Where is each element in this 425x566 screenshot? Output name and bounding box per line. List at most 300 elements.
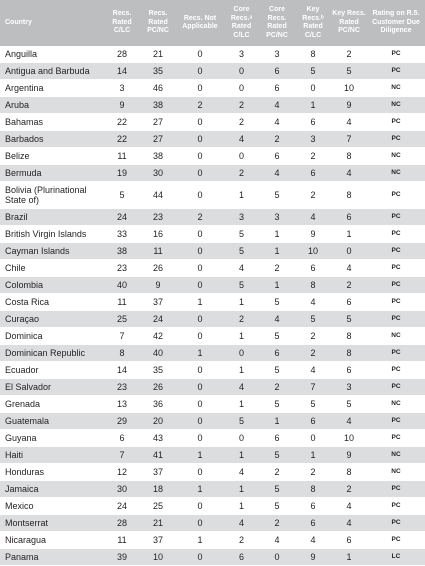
core-recs-rated-c-lc-cell: 2: [224, 532, 259, 549]
recs-rated-pc-nc-cell: 43: [140, 430, 176, 447]
header-key-recs-rated-c-lc: Key Recs.ᵇ Rated C/LC: [295, 0, 331, 46]
core-recs-rated-pc-nc-cell: 4: [259, 97, 295, 114]
rating-cell: PC: [367, 46, 425, 63]
country-cell: Jamaica: [0, 481, 104, 498]
key-recs-rated-c-lc-cell: 2: [295, 464, 331, 481]
country-cell: Aruba: [0, 97, 104, 114]
rating-cell: PC: [367, 498, 425, 515]
table-row: [0, 345, 425, 362]
key-recs-rated-c-lc-cell: 8: [295, 277, 331, 294]
recs-rated-c-lc-cell: 11: [104, 148, 140, 165]
table-row: [0, 277, 425, 294]
key-recs-rated-pc-nc-cell: 4: [331, 114, 367, 131]
table-row: [0, 131, 425, 148]
recs-rated-pc-nc-cell: 38: [140, 148, 176, 165]
recs-rated-pc-nc-cell: 26: [140, 379, 176, 396]
core-recs-rated-pc-nc-cell: 2: [259, 260, 295, 277]
rating-cell: PC: [367, 209, 425, 226]
rating-cell: PC: [367, 226, 425, 243]
country-cell: Dominica: [0, 328, 104, 345]
header-country: Country: [0, 0, 104, 46]
country-cell: Chile: [0, 260, 104, 277]
recs-rated-c-lc-cell: 3: [104, 80, 140, 97]
rating-cell: NC: [367, 396, 425, 413]
recs-not-applicable-cell: 1: [176, 294, 224, 311]
core-recs-rated-c-lc-cell: 1: [224, 447, 259, 464]
recs-rated-c-lc-cell: 11: [104, 294, 140, 311]
header-core-recs-rated-c-lc: Core Recs.ᵃ Rated C/LC: [224, 0, 259, 46]
core-recs-rated-pc-nc-cell: 5: [259, 396, 295, 413]
core-recs-rated-pc-nc-cell: 4: [259, 532, 295, 549]
recs-rated-pc-nc-cell: 35: [140, 362, 176, 379]
core-recs-rated-c-lc-cell: 1: [224, 182, 259, 209]
recs-rated-c-lc-cell: 23: [104, 379, 140, 396]
key-recs-rated-c-lc-cell: 2: [295, 148, 331, 165]
table-row: [0, 498, 425, 515]
recs-not-applicable-cell: 0: [176, 165, 224, 182]
key-recs-rated-c-lc-cell: 1: [295, 97, 331, 114]
core-recs-rated-pc-nc-cell: 5: [259, 182, 295, 209]
core-recs-rated-pc-nc-cell: 3: [259, 209, 295, 226]
recs-not-applicable-cell: 0: [176, 260, 224, 277]
table-row: [0, 226, 425, 243]
key-recs-rated-c-lc-cell: 6: [295, 260, 331, 277]
rating-cell: PC: [367, 114, 425, 131]
recs-rated-c-lc-cell: 38: [104, 243, 140, 260]
rating-cell: NC: [367, 447, 425, 464]
recs-rated-c-lc-cell: 30: [104, 481, 140, 498]
core-recs-rated-c-lc-cell: 2: [224, 311, 259, 328]
recs-rated-pc-nc-cell: 46: [140, 80, 176, 97]
key-recs-rated-c-lc-cell: 2: [295, 182, 331, 209]
recs-rated-c-lc-cell: 28: [104, 515, 140, 532]
core-recs-rated-pc-nc-cell: 2: [259, 515, 295, 532]
recs-rated-pc-nc-cell: 16: [140, 226, 176, 243]
country-cell: Brazil: [0, 209, 104, 226]
rating-cell: NC: [367, 80, 425, 97]
country-cell: Nicaragua: [0, 532, 104, 549]
recs-rated-c-lc-cell: 40: [104, 277, 140, 294]
country-cell: Bermuda: [0, 165, 104, 182]
core-recs-rated-pc-nc-cell: 3: [259, 46, 295, 63]
recs-not-applicable-cell: 0: [176, 226, 224, 243]
country-cell: Panama: [0, 549, 104, 566]
recs-rated-pc-nc-cell: 25: [140, 498, 176, 515]
recs-rated-pc-nc-cell: 37: [140, 294, 176, 311]
header-row: [0, 0, 425, 46]
recs-rated-pc-nc-cell: 9: [140, 277, 176, 294]
recs-not-applicable-cell: 2: [176, 97, 224, 114]
recs-not-applicable-cell: 0: [176, 549, 224, 566]
key-recs-rated-c-lc-cell: 6: [295, 413, 331, 430]
recs-rated-c-lc-cell: 22: [104, 114, 140, 131]
core-recs-rated-pc-nc-cell: 5: [259, 481, 295, 498]
recs-rated-c-lc-cell: 7: [104, 328, 140, 345]
key-recs-rated-c-lc-cell: 2: [295, 345, 331, 362]
country-cell: British Virgin Islands: [0, 226, 104, 243]
rating-cell: PC: [367, 481, 425, 498]
key-recs-rated-pc-nc-cell: 5: [331, 396, 367, 413]
table-header: [0, 0, 425, 46]
core-recs-rated-pc-nc-cell: 1: [259, 226, 295, 243]
recs-rated-pc-nc-cell: 30: [140, 165, 176, 182]
core-recs-rated-pc-nc-cell: 5: [259, 447, 295, 464]
core-recs-rated-c-lc-cell: 2: [224, 165, 259, 182]
core-recs-rated-pc-nc-cell: 6: [259, 63, 295, 80]
recs-not-applicable-cell: 0: [176, 243, 224, 260]
table-row: [0, 464, 425, 481]
recs-not-applicable-cell: 0: [176, 498, 224, 515]
recs-rated-pc-nc-cell: 26: [140, 260, 176, 277]
key-recs-rated-pc-nc-cell: 2: [331, 481, 367, 498]
core-recs-rated-c-lc-cell: 4: [224, 131, 259, 148]
core-recs-rated-c-lc-cell: 5: [224, 413, 259, 430]
rating-cell: PC: [367, 515, 425, 532]
recs-not-applicable-cell: 0: [176, 328, 224, 345]
table-row: [0, 260, 425, 277]
recs-rated-pc-nc-cell: 35: [140, 63, 176, 80]
core-recs-rated-pc-nc-cell: 4: [259, 311, 295, 328]
recs-rated-pc-nc-cell: 24: [140, 311, 176, 328]
rating-cell: PC: [367, 532, 425, 549]
table-row: [0, 549, 425, 566]
key-recs-rated-pc-nc-cell: 2: [331, 277, 367, 294]
recs-not-applicable-cell: 0: [176, 277, 224, 294]
key-recs-rated-pc-nc-cell: 9: [331, 97, 367, 114]
rating-cell: PC: [367, 413, 425, 430]
recs-rated-c-lc-cell: 6: [104, 430, 140, 447]
key-recs-rated-c-lc-cell: 6: [295, 498, 331, 515]
core-recs-rated-c-lc-cell: 2: [224, 97, 259, 114]
key-recs-rated-c-lc-cell: 5: [295, 311, 331, 328]
key-recs-rated-c-lc-cell: 4: [295, 362, 331, 379]
key-recs-rated-pc-nc-cell: 6: [331, 294, 367, 311]
recs-rated-pc-nc-cell: 23: [140, 209, 176, 226]
recs-rated-c-lc-cell: 25: [104, 311, 140, 328]
rating-cell: LC: [367, 549, 425, 566]
country-cell: Ecuador: [0, 362, 104, 379]
table-row: [0, 328, 425, 345]
core-recs-rated-c-lc-cell: 5: [224, 277, 259, 294]
recs-rated-pc-nc-cell: 37: [140, 464, 176, 481]
rating-cell: PC: [367, 430, 425, 447]
recs-rated-pc-nc-cell: 20: [140, 413, 176, 430]
key-recs-rated-pc-nc-cell: 4: [331, 498, 367, 515]
key-recs-rated-c-lc-cell: 4: [295, 294, 331, 311]
country-cell: Guatemala: [0, 413, 104, 430]
key-recs-rated-c-lc-cell: 5: [295, 396, 331, 413]
recs-rated-c-lc-cell: 23: [104, 260, 140, 277]
core-recs-rated-c-lc-cell: 0: [224, 63, 259, 80]
table-row: [0, 148, 425, 165]
rating-cell: PC: [367, 379, 425, 396]
key-recs-rated-c-lc-cell: 5: [295, 63, 331, 80]
country-cell: Bahamas: [0, 114, 104, 131]
core-recs-rated-c-lc-cell: 5: [224, 243, 259, 260]
key-recs-rated-c-lc-cell: 0: [295, 80, 331, 97]
rating-cell: NC: [367, 464, 425, 481]
key-recs-rated-pc-nc-cell: 3: [331, 379, 367, 396]
country-cell: Guyana: [0, 430, 104, 447]
key-recs-rated-pc-nc-cell: 8: [331, 148, 367, 165]
recs-rated-pc-nc-cell: 27: [140, 114, 176, 131]
table-row: [0, 396, 425, 413]
core-recs-rated-pc-nc-cell: 6: [259, 80, 295, 97]
core-recs-rated-c-lc-cell: 2: [224, 114, 259, 131]
core-recs-rated-pc-nc-cell: 5: [259, 362, 295, 379]
recs-not-applicable-cell: 0: [176, 464, 224, 481]
country-cell: Montserrat: [0, 515, 104, 532]
core-recs-rated-pc-nc-cell: 6: [259, 345, 295, 362]
key-recs-rated-pc-nc-cell: 8: [331, 182, 367, 209]
key-recs-rated-pc-nc-cell: 4: [331, 413, 367, 430]
header-recs-not-applicable: Recs. Not Applicable: [176, 0, 224, 46]
table-row: [0, 80, 425, 97]
recs-rated-c-lc-cell: 24: [104, 209, 140, 226]
rating-cell: PC: [367, 63, 425, 80]
key-recs-rated-pc-nc-cell: 2: [331, 46, 367, 63]
table-row: [0, 413, 425, 430]
table-row: [0, 165, 425, 182]
country-cell: Antigua and Barbuda: [0, 63, 104, 80]
header-recs-rated-pc-nc: Recs. Rated PC/NC: [140, 0, 176, 46]
core-recs-rated-pc-nc-cell: 2: [259, 131, 295, 148]
country-cell: Honduras: [0, 464, 104, 481]
recs-rated-c-lc-cell: 12: [104, 464, 140, 481]
core-recs-rated-c-lc-cell: 1: [224, 481, 259, 498]
key-recs-rated-c-lc-cell: 3: [295, 131, 331, 148]
core-recs-rated-pc-nc-cell: 4: [259, 165, 295, 182]
core-recs-rated-pc-nc-cell: 0: [259, 549, 295, 566]
recs-not-applicable-cell: 0: [176, 63, 224, 80]
recs-rated-pc-nc-cell: 42: [140, 328, 176, 345]
recs-not-applicable-cell: 0: [176, 430, 224, 447]
core-recs-rated-c-lc-cell: 1: [224, 498, 259, 515]
country-cell: Haiti: [0, 447, 104, 464]
key-recs-rated-c-lc-cell: 4: [295, 209, 331, 226]
key-recs-rated-c-lc-cell: 9: [295, 226, 331, 243]
country-cell: Costa Rica: [0, 294, 104, 311]
key-recs-rated-pc-nc-cell: 4: [331, 165, 367, 182]
rating-cell: PC: [367, 243, 425, 260]
core-recs-rated-pc-nc-cell: 1: [259, 277, 295, 294]
table-row: [0, 447, 425, 464]
country-cell: Grenada: [0, 396, 104, 413]
country-cell: Bolivia (Plurinational State of): [0, 182, 104, 209]
recs-rated-c-lc-cell: 33: [104, 226, 140, 243]
recs-rated-pc-nc-cell: 27: [140, 131, 176, 148]
key-recs-rated-c-lc-cell: 4: [295, 532, 331, 549]
core-recs-rated-c-lc-cell: 0: [224, 430, 259, 447]
core-recs-rated-c-lc-cell: 6: [224, 549, 259, 566]
header-key-recs-rated-pc-nc: Key Recs. Rated PC/NC: [331, 0, 367, 46]
key-recs-rated-pc-nc-cell: 1: [331, 549, 367, 566]
table-row: [0, 430, 425, 447]
country-cell: Mexico: [0, 498, 104, 515]
rating-cell: PC: [367, 311, 425, 328]
country-cell: Colombia: [0, 277, 104, 294]
recs-rated-pc-nc-cell: 10: [140, 549, 176, 566]
recs-not-applicable-cell: 0: [176, 413, 224, 430]
key-recs-rated-pc-nc-cell: 1: [331, 226, 367, 243]
key-recs-rated-pc-nc-cell: 5: [331, 311, 367, 328]
country-cell: Belize: [0, 148, 104, 165]
recs-not-applicable-cell: 1: [176, 345, 224, 362]
recs-rated-c-lc-cell: 29: [104, 413, 140, 430]
core-recs-rated-pc-nc-cell: 6: [259, 148, 295, 165]
key-recs-rated-c-lc-cell: 0: [295, 430, 331, 447]
rating-cell: NC: [367, 165, 425, 182]
country-cell: Barbados: [0, 131, 104, 148]
country-cell: El Salvador: [0, 379, 104, 396]
core-recs-rated-pc-nc-cell: 5: [259, 498, 295, 515]
key-recs-rated-pc-nc-cell: 0: [331, 243, 367, 260]
recs-not-applicable-cell: 0: [176, 379, 224, 396]
core-recs-rated-c-lc-cell: 3: [224, 46, 259, 63]
table-row: [0, 532, 425, 549]
core-recs-rated-pc-nc-cell: 1: [259, 413, 295, 430]
recs-not-applicable-cell: 1: [176, 481, 224, 498]
rating-cell: PC: [367, 277, 425, 294]
recs-rated-pc-nc-cell: 41: [140, 447, 176, 464]
country-cell: Curaçao: [0, 311, 104, 328]
table-row: [0, 481, 425, 498]
key-recs-rated-pc-nc-cell: 5: [331, 63, 367, 80]
key-recs-rated-c-lc-cell: 2: [295, 328, 331, 345]
key-recs-rated-pc-nc-cell: 6: [331, 362, 367, 379]
recs-rated-c-lc-cell: 9: [104, 97, 140, 114]
recs-rated-c-lc-cell: 14: [104, 63, 140, 80]
recs-rated-pc-nc-cell: 18: [140, 481, 176, 498]
recs-rated-c-lc-cell: 7: [104, 447, 140, 464]
rating-cell: PC: [367, 294, 425, 311]
recs-rated-pc-nc-cell: 37: [140, 532, 176, 549]
key-recs-rated-c-lc-cell: 8: [295, 46, 331, 63]
key-recs-rated-c-lc-cell: 6: [295, 114, 331, 131]
core-recs-rated-c-lc-cell: 1: [224, 294, 259, 311]
recs-rated-c-lc-cell: 19: [104, 165, 140, 182]
core-recs-rated-pc-nc-cell: 2: [259, 379, 295, 396]
recs-rated-pc-nc-cell: 36: [140, 396, 176, 413]
key-recs-rated-c-lc-cell: 10: [295, 243, 331, 260]
core-recs-rated-c-lc-cell: 1: [224, 396, 259, 413]
key-recs-rated-pc-nc-cell: 4: [331, 515, 367, 532]
rating-cell: PC: [367, 260, 425, 277]
recs-rated-c-lc-cell: 24: [104, 498, 140, 515]
key-recs-rated-c-lc-cell: 6: [295, 165, 331, 182]
recs-not-applicable-cell: 0: [176, 515, 224, 532]
recs-not-applicable-cell: 0: [176, 46, 224, 63]
recs-rated-c-lc-cell: 14: [104, 362, 140, 379]
core-recs-rated-c-lc-cell: 3: [224, 209, 259, 226]
key-recs-rated-pc-nc-cell: 8: [331, 328, 367, 345]
table-row: [0, 515, 425, 532]
table-row: [0, 182, 425, 209]
header-core-recs-rated-pc-nc: Core Recs. Rated PC/NC: [259, 0, 295, 46]
core-recs-rated-c-lc-cell: 1: [224, 328, 259, 345]
key-recs-rated-c-lc-cell: 8: [295, 481, 331, 498]
table-row: [0, 114, 425, 131]
recs-rated-pc-nc-cell: 21: [140, 515, 176, 532]
core-recs-rated-pc-nc-cell: 1: [259, 243, 295, 260]
core-recs-rated-c-lc-cell: 4: [224, 379, 259, 396]
core-recs-rated-c-lc-cell: 0: [224, 148, 259, 165]
table-row: [0, 63, 425, 80]
recs-rated-pc-nc-cell: 40: [140, 345, 176, 362]
recs-rated-pc-nc-cell: 11: [140, 243, 176, 260]
recs-not-applicable-cell: 0: [176, 114, 224, 131]
rating-cell: NC: [367, 328, 425, 345]
key-recs-rated-pc-nc-cell: 9: [331, 447, 367, 464]
header-rating-customer-due-diligence: Rating on R.5. Customer Due Diligence: [367, 0, 425, 46]
core-recs-rated-pc-nc-cell: 4: [259, 114, 295, 131]
country-cell: Dominican Republic: [0, 345, 104, 362]
core-recs-rated-pc-nc-cell: 2: [259, 464, 295, 481]
key-recs-rated-pc-nc-cell: 8: [331, 345, 367, 362]
rating-cell: NC: [367, 148, 425, 165]
key-recs-rated-pc-nc-cell: 7: [331, 131, 367, 148]
recs-rated-c-lc-cell: 13: [104, 396, 140, 413]
recs-rated-c-lc-cell: 39: [104, 549, 140, 566]
recs-rated-c-lc-cell: 5: [104, 182, 140, 209]
table-row: [0, 46, 425, 63]
recs-rated-pc-nc-cell: 44: [140, 182, 176, 209]
table-row: [0, 97, 425, 114]
recs-rated-c-lc-cell: 28: [104, 46, 140, 63]
recs-not-applicable-cell: 0: [176, 131, 224, 148]
table-row: [0, 209, 425, 226]
core-recs-rated-pc-nc-cell: 6: [259, 430, 295, 447]
core-recs-rated-c-lc-cell: 0: [224, 345, 259, 362]
recs-not-applicable-cell: 0: [176, 80, 224, 97]
recs-not-applicable-cell: 1: [176, 447, 224, 464]
core-recs-rated-c-lc-cell: 4: [224, 260, 259, 277]
core-recs-rated-pc-nc-cell: 5: [259, 328, 295, 345]
rating-cell: NC: [367, 97, 425, 114]
rating-cell: PC: [367, 345, 425, 362]
recs-rated-pc-nc-cell: 38: [140, 97, 176, 114]
rating-cell: PC: [367, 131, 425, 148]
core-recs-rated-c-lc-cell: 4: [224, 515, 259, 532]
table-row: [0, 362, 425, 379]
recs-not-applicable-cell: 0: [176, 148, 224, 165]
key-recs-rated-pc-nc-cell: 10: [331, 80, 367, 97]
key-recs-rated-c-lc-cell: 1: [295, 447, 331, 464]
country-cell: Anguilla: [0, 46, 104, 63]
recs-rated-c-lc-cell: 11: [104, 532, 140, 549]
key-recs-rated-pc-nc-cell: 8: [331, 464, 367, 481]
recs-not-applicable-cell: 2: [176, 209, 224, 226]
recs-not-applicable-cell: 0: [176, 362, 224, 379]
key-recs-rated-pc-nc-cell: 6: [331, 532, 367, 549]
key-recs-rated-c-lc-cell: 9: [295, 549, 331, 566]
core-recs-rated-c-lc-cell: 1: [224, 362, 259, 379]
header-recs-rated-c-lc: Recs. Rated C/LC: [104, 0, 140, 46]
table-row: [0, 243, 425, 260]
recs-rated-pc-nc-cell: 21: [140, 46, 176, 63]
key-recs-rated-pc-nc-cell: 10: [331, 430, 367, 447]
core-recs-rated-c-lc-cell: 5: [224, 226, 259, 243]
core-recs-rated-c-lc-cell: 4: [224, 464, 259, 481]
country-cell: Cayman Islands: [0, 243, 104, 260]
table-row: [0, 294, 425, 311]
recs-not-applicable-cell: 1: [176, 532, 224, 549]
key-recs-rated-pc-nc-cell: 6: [331, 209, 367, 226]
recs-not-applicable-cell: 0: [176, 396, 224, 413]
country-cell: Argentina: [0, 80, 104, 97]
rating-cell: PC: [367, 362, 425, 379]
rating-cell: PC: [367, 182, 425, 209]
